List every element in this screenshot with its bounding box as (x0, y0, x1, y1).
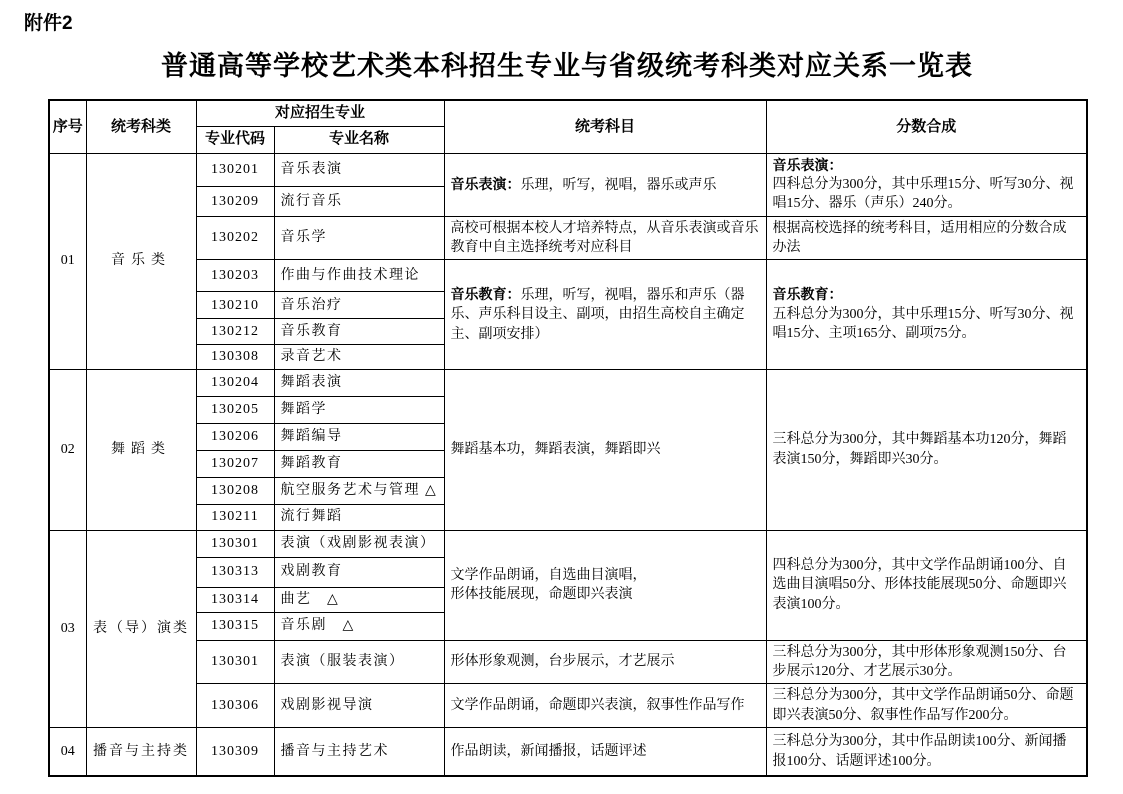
major-name: 音乐治疗 (274, 292, 444, 319)
scores-text: 三科总分为300分，其中文学作品朗诵50分、命题即兴表演50分、叙事性作品写作200分。 (772, 688, 1074, 723)
scores-text: 三科总分为300分，其中舞蹈基本功120分，舞蹈表演150分，舞蹈即兴30分。 (772, 432, 1067, 467)
col-header-subjects: 统考科目 (444, 100, 766, 153)
subjects-label: 音乐教育： (450, 285, 521, 302)
col-header-score: 分数合成 (766, 100, 1087, 153)
scores-cell (766, 684, 1087, 728)
major-code: 130202 (196, 216, 274, 260)
major-name: 舞蹈学 (274, 396, 444, 423)
subjects-cell (444, 640, 766, 684)
scores-cell (766, 727, 1087, 776)
major-name: 舞蹈编导 (274, 423, 444, 450)
scores-cell (766, 369, 1087, 530)
subjects-text: 文学作品朗诵，命题即兴表演，叙事性作品写作 (450, 697, 745, 713)
row-index-cell: 01 (49, 153, 86, 369)
subjects-text: 文学作品朗诵，自选曲目演唱， 形体技能展现，命题即兴表演 (450, 567, 647, 603)
major-code: 130201 (196, 153, 274, 187)
major-name: 作曲与作曲技术理论 (274, 260, 444, 292)
major-name: 流行舞蹈 (274, 504, 444, 530)
subjects-text: 高校可根据本校人才培养特点，从音乐表演或音乐教育中自主选择统考对应科目 (450, 220, 759, 255)
scores-cell (766, 640, 1087, 684)
subjects-text: 乐理，听写，视唱，器乐或声乐 (520, 177, 717, 193)
scores-cell (766, 153, 1087, 216)
major-name: 航空服务艺术与管理 △ (274, 477, 444, 504)
major-name: 播音与主持艺术 (274, 727, 444, 776)
major-code: 130205 (196, 396, 274, 423)
scores-text: 四科总分为300分，其中乐理15分、听写30分、视唱15分、器乐（声乐）240分。 (772, 177, 1074, 212)
major-code: 130206 (196, 423, 274, 450)
category-cell: 播音与主持类 (86, 727, 196, 776)
subjects-cell (444, 727, 766, 776)
row-index-cell: 04 (49, 727, 86, 776)
major-code: 130210 (196, 292, 274, 319)
attachment-label: 附件2 (24, 13, 73, 34)
major-name: 音乐剧 △ (274, 612, 444, 640)
subjects-cell (444, 216, 766, 260)
major-name: 曲艺 △ (274, 587, 444, 612)
scores-cell (766, 216, 1087, 260)
scores-cell (766, 260, 1087, 369)
correspondence-table (48, 99, 1088, 777)
row-index-cell: 02 (49, 369, 86, 530)
category-cell: 音乐类 (86, 153, 196, 369)
row-index-cell: 03 (49, 530, 86, 727)
scores-label: 音乐教育： (772, 286, 843, 303)
scores-text: 三科总分为300分，其中形体形象观测150分、台步展示120分、才艺展示30分。 (772, 644, 1067, 679)
page-title: 普通高等学校艺术类本科招生专业与省级统考科类对应关系一览表 (161, 51, 973, 81)
major-code: 130309 (196, 727, 274, 776)
subjects-cell (444, 684, 766, 728)
major-name: 戏剧影视导演 (274, 684, 444, 728)
major-code: 130203 (196, 260, 274, 292)
col-header-category: 统考科类 (86, 100, 196, 153)
major-code: 130208 (196, 477, 274, 504)
major-name: 流行音乐 (274, 187, 444, 216)
col-header-name: 专业名称 (274, 126, 444, 153)
subjects-text: 乐理，听写，视唱，器乐和声乐（器乐、声乐科目设主、副项，由招生高校自主确定主、副项安排） (450, 287, 745, 342)
major-name: 音乐教育 (274, 319, 444, 345)
col-header-index: 序号 (49, 100, 86, 153)
major-code: 130315 (196, 612, 274, 640)
major-name: 音乐学 (274, 216, 444, 260)
major-code: 130207 (196, 450, 274, 477)
subjects-text: 作品朗读，新闻播报，话题评述 (450, 743, 647, 759)
major-code: 130204 (196, 369, 274, 396)
subjects-text: 舞蹈基本功，舞蹈表演，舞蹈即兴 (450, 441, 661, 457)
major-name: 表演（服装表演） (274, 640, 444, 684)
scores-label: 音乐表演： (772, 156, 843, 173)
scores-text: 五科总分为300分，其中乐理15分、听写30分、视唱15分、主项165分、副项75分。 (772, 306, 1074, 342)
major-name: 舞蹈教育 (274, 450, 444, 477)
major-name: 舞蹈表演 (274, 369, 444, 396)
major-code: 130308 (196, 345, 274, 369)
major-code: 130313 (196, 557, 274, 587)
major-code: 130314 (196, 587, 274, 612)
major-code: 130211 (196, 504, 274, 530)
category-cell: 表（导）演类 (86, 530, 196, 727)
major-code: 130209 (196, 187, 274, 216)
scores-cell (766, 530, 1087, 640)
major-code: 130301 (196, 640, 274, 684)
col-header-majors-group: 对应招生专业 (196, 100, 444, 126)
major-name: 录音艺术 (274, 345, 444, 369)
major-name: 戏剧教育 (274, 557, 444, 587)
subjects-text: 形体形象观测，台步展示，才艺展示 (450, 654, 675, 670)
major-name: 表演（戏剧影视表演） (274, 530, 444, 557)
major-name: 音乐表演 (274, 153, 444, 187)
major-code: 130212 (196, 319, 274, 345)
major-code: 130301 (196, 530, 274, 557)
subjects-cell (444, 260, 766, 369)
col-header-code: 专业代码 (196, 126, 274, 153)
category-cell: 舞蹈类 (86, 369, 196, 530)
subjects-cell (444, 530, 766, 640)
subjects-cell (444, 153, 766, 216)
subjects-cell (444, 369, 766, 530)
scores-text: 三科总分为300分，其中作品朗读100分、新闻播报100分、话题评述100分。 (772, 734, 1067, 769)
scores-text: 四科总分为300分，其中文学作品朗诵100分、自选曲目演唱50分、形体技能展现50分、命题即兴表演100分。 (772, 558, 1067, 612)
major-code: 130306 (196, 684, 274, 728)
subjects-label: 音乐表演： (450, 175, 521, 192)
scores-text: 根据高校选择的统考科目，适用相应的分数合成办法 (772, 220, 1067, 255)
